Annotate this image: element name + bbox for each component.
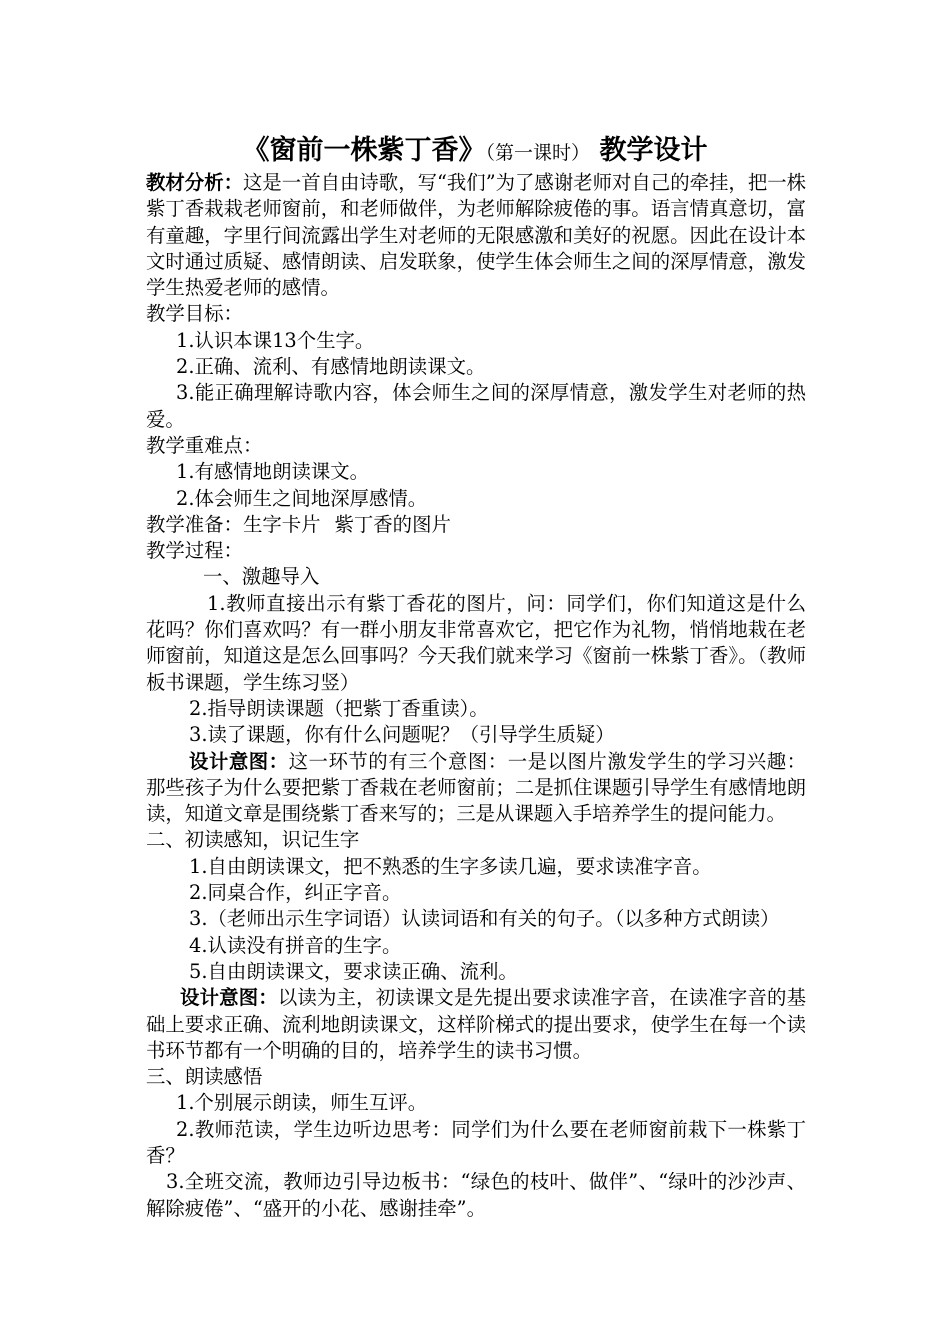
prep-line (146, 512, 806, 538)
section-heading: 一、激趣导入 (203, 565, 320, 589)
design-intent-text: 这一环节的有三个意图：一是以图片激发学生的学习兴趣：那些孩子为什么要把紫丁香栽在老师窗前；二是抓住课题引导学生有感情地朗读，知道文章是围绕紫丁香来写的；三是从课题入手培养学生的提问能力。 (146, 749, 807, 826)
step-item: 2.同桌合作，纠正字音。 (189, 881, 402, 905)
prep-heading: 教学准备： (146, 512, 243, 536)
analysis-text: 这是一首自由诗歌，写“我们”为了感谢老师对自己的牵挂，把一株紫丁香栽栽老师窗前，和老师做伴，为老师解除疲倦的事。语言情真意切，富有童趣，字里行间流露出学生对老师的无限感激和美好的祝愿。因此在设计本文时通过质疑、感情朗读、启发联象，使学生体会师生之间的深厚情意，激发学生热爱老师的感情。 (146, 171, 807, 300)
step-item: 3.全班交流，教师边引导边板书：“绿色的枝叶、做伴”、“绿叶的沙沙声、解除疲倦”、“盛开的小花、感谢挂牵”。 (146, 1170, 806, 1220)
step-item: 1.自由朗读课文，把不熟悉的生字多读几遍，要求读准字音。 (189, 854, 712, 878)
title-sub: （第一课时） (485, 142, 591, 164)
step-item: 4.认读没有拼音的生字。 (189, 933, 402, 957)
step-item: 1.个别展示朗读，师生互评。 (176, 1091, 428, 1115)
title-main: 《窗前一株紫丁香》 (242, 135, 486, 166)
document-title (0, 133, 950, 171)
analysis-label: 教材分析： (146, 171, 243, 194)
design-intent-paragraph (146, 749, 806, 828)
step-item: 2.教师范读，学生边听边思考：同学们为什么要在老师窗前栽下一株紫丁香？ (146, 1117, 806, 1167)
document-body (146, 170, 806, 1222)
key-points-heading: 教学重难点： (146, 433, 263, 457)
section-heading: 二、初读感知，识记生字 (146, 828, 360, 852)
key-point-item: 1.有感情地朗读课文。 (176, 460, 370, 484)
key-point-item: 2.体会师生之间地深厚感情。 (176, 486, 428, 510)
step-item: 1.教师直接出示有紫丁香花的图片，问：同学们，你们知道这是什么花吗？你们喜欢吗？有一群小朋友非常喜欢它，把它作为礼物，悄悄地栽在老师窗前，知道这是怎么回事吗？今天我们就来学习《窗前一株紫丁香》。（教师板书课题，学生练习竖） (146, 591, 806, 694)
analysis-paragraph (146, 170, 806, 301)
design-intent-text: 以读为主，初读课文是先提出要求读准字音，在读准字音的基础上要求正确、流利地朗读课文，这样阶梯式的提出要求，使学生在每一个读书环节都有一个明确的目的，培养学生的读书习惯。 (146, 986, 807, 1062)
design-intent-paragraph (146, 985, 806, 1064)
goals-heading: 教学目标： (146, 302, 243, 326)
process-heading: 教学过程： (146, 539, 243, 563)
goal-item: 1.认识本课13个生字。 (176, 328, 375, 352)
step-item: 2.指导朗读课题（把紫丁香重读）。 (189, 696, 489, 720)
design-intent-label: 设计意图： (189, 749, 289, 773)
title-tail: 教学设计 (599, 135, 708, 166)
prep-item: 生字卡片 (242, 512, 321, 536)
step-item: 5.自由朗读课文，要求读正确、流利。 (189, 959, 518, 983)
design-intent-label: 设计意图： (180, 986, 278, 1010)
step-item: 3.（老师出示生字词语）认读词语和有关的句子。（以多种方式朗读） (189, 907, 780, 931)
step-item: 3.读了课题，你有什么问题呢？（引导学生质疑） (189, 723, 615, 747)
goal-item: 2.正确、流利、有感情地朗读课文。 (176, 355, 486, 379)
goal-item: 3.能正确理解诗歌内容，体会师生之间的深厚情意，激发学生对老师的热爱。 (146, 381, 806, 431)
prep-item: 紫丁香的图片 (334, 512, 451, 536)
section-heading: 三、朗读感悟 (146, 1065, 263, 1089)
